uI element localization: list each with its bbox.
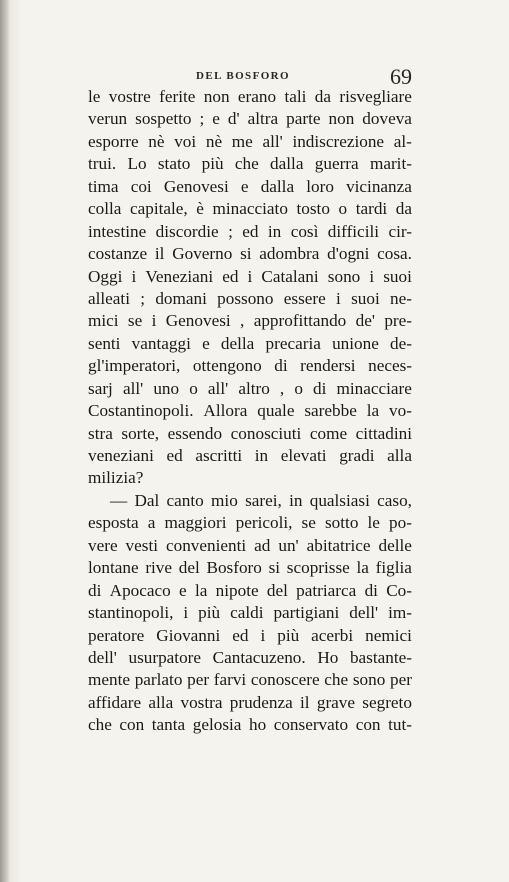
word: Cantacuzeno. [212, 647, 306, 667]
word: stantinopoli, [88, 603, 174, 623]
word: approfittando [253, 311, 347, 331]
word: parlato [134, 670, 183, 690]
word: suoi [383, 266, 412, 286]
word: maggiori [164, 513, 227, 533]
word: conosciuti [230, 423, 302, 443]
word: cir- [388, 221, 412, 241]
word: le [367, 513, 380, 533]
word: cittadini [355, 423, 412, 443]
word: la [194, 580, 208, 600]
word: sono [327, 266, 361, 286]
word: per [187, 670, 210, 690]
word: Lo [127, 154, 147, 174]
word: gl'imperatori, [88, 356, 181, 376]
word: Dal [134, 490, 160, 510]
word: conservato [273, 715, 349, 735]
word: tima [88, 176, 119, 196]
word: all' [207, 378, 229, 398]
word: tut- [388, 715, 412, 735]
word: de' [355, 311, 375, 331]
word: più [277, 625, 300, 645]
word: acerbi [311, 625, 354, 645]
word: nemici [365, 625, 412, 645]
word: tosto [296, 199, 330, 219]
text-line [88, 243, 412, 265]
word: la [366, 401, 380, 421]
word: i [247, 266, 253, 286]
word: che [324, 670, 349, 690]
word: neces- [368, 356, 412, 376]
word: ne- [390, 288, 412, 308]
word: scoprisse [286, 558, 350, 578]
word: e [212, 109, 220, 129]
word: grave [316, 692, 356, 712]
text-line [88, 153, 412, 175]
word: sarebbe [304, 401, 357, 421]
text-line [88, 625, 412, 647]
word: Genovesi [163, 176, 229, 196]
word: più [198, 603, 221, 623]
word: doveva [362, 109, 412, 129]
word: all' [122, 378, 144, 398]
word: altro [238, 378, 270, 398]
word: stra [88, 423, 113, 443]
word: Oggi [88, 266, 123, 286]
word: affidare [88, 692, 142, 712]
word: delle [378, 535, 412, 555]
text-line [88, 714, 412, 736]
word: vostra [180, 692, 223, 712]
word: di [88, 580, 102, 600]
word: loro [306, 176, 334, 196]
text-line [88, 669, 412, 691]
word: bastante- [349, 647, 412, 667]
word: a [147, 513, 156, 533]
word: , [279, 378, 285, 398]
word: del [178, 558, 200, 578]
text-line [88, 333, 412, 355]
word: sono [352, 670, 386, 690]
word: dell' [349, 603, 379, 623]
word: pre- [384, 311, 412, 331]
word: mente [88, 670, 130, 690]
word: e [202, 333, 210, 353]
text-line [88, 400, 412, 422]
word: risvegliare [339, 87, 412, 106]
word: pericoli, [235, 513, 293, 533]
word: convenienti [165, 535, 247, 555]
word: i [183, 603, 189, 623]
word: Apocaco [109, 580, 171, 600]
word: caldi [230, 603, 264, 623]
text-line [88, 310, 412, 332]
word: di [313, 378, 327, 398]
word: i [336, 288, 341, 308]
word: tanta [151, 715, 186, 735]
word: cosa. [377, 244, 412, 264]
word: colla [88, 199, 122, 219]
word: discordie [155, 221, 219, 241]
word: vantaggi [131, 333, 191, 353]
word: tardi [355, 199, 388, 219]
word: esporre [88, 131, 139, 151]
text-line [88, 557, 412, 579]
word: sospetto [135, 109, 192, 129]
word: intestine [88, 221, 147, 241]
word: figlia [375, 558, 412, 578]
word: sotto [324, 513, 359, 533]
word: , [240, 311, 245, 331]
word: essendo [167, 423, 223, 443]
word: uno [153, 378, 180, 398]
body-text [88, 86, 412, 737]
text-line [88, 423, 412, 445]
word: caso, [377, 490, 412, 510]
word: usurpatore [128, 647, 202, 667]
word: vicinanza [346, 176, 412, 196]
text-line [88, 512, 412, 534]
word: Giovanni [156, 625, 221, 645]
word: al- [393, 131, 412, 151]
word: im- [388, 603, 412, 623]
word: costanze [88, 244, 148, 264]
text-line [88, 535, 412, 557]
word: con [119, 715, 145, 735]
word: partigiani [273, 603, 340, 623]
word: conoscere [250, 670, 320, 690]
word: i [260, 625, 266, 645]
word: milizia? [88, 468, 144, 488]
word: gelosia [192, 715, 242, 735]
text-line [88, 176, 412, 198]
word: sorte, [121, 423, 160, 443]
word: non [328, 109, 355, 129]
word: più [201, 154, 224, 174]
word: segreto [362, 692, 412, 712]
word: se [127, 311, 143, 331]
text-line [88, 108, 412, 130]
word: ad [254, 535, 271, 555]
text-line [88, 378, 412, 400]
word: vesti [125, 535, 159, 555]
word: Bosforo [206, 558, 262, 578]
word: con [355, 715, 381, 735]
word: Co- [386, 580, 412, 600]
word: si [268, 558, 281, 578]
word: nè [205, 131, 223, 151]
word: peratore [88, 625, 145, 645]
word: parte [286, 109, 321, 129]
word: sarj [88, 378, 113, 398]
word: marit- [369, 154, 412, 174]
word: trui. [88, 154, 117, 174]
word: prudenza [229, 692, 293, 712]
word: veneziani [88, 446, 154, 465]
word: coi [130, 176, 152, 196]
word: il [154, 244, 165, 264]
word: quale [257, 401, 295, 421]
word: di [364, 580, 378, 600]
page-spine-shadow [0, 0, 10, 882]
word: Allora [203, 401, 248, 421]
word: e [179, 580, 187, 600]
word: domani [155, 288, 207, 308]
word: sarei, [245, 490, 282, 510]
word: vo- [389, 401, 412, 421]
text-line [88, 198, 412, 220]
word: ferite [159, 87, 196, 106]
word: difficili [327, 221, 380, 241]
word: non [203, 87, 230, 106]
word: dalla [260, 176, 295, 196]
word: altra [247, 109, 279, 129]
word: del [266, 580, 288, 600]
word: i [151, 311, 157, 331]
word: mici [88, 311, 119, 331]
word: rendersi [300, 356, 356, 376]
word: o [189, 378, 198, 398]
word: per [390, 670, 412, 690]
word: il [300, 692, 310, 712]
word: ottengono [192, 356, 262, 376]
word: come [309, 423, 348, 443]
word: nipote [215, 580, 259, 600]
word: verun [88, 109, 128, 129]
word: così [290, 221, 319, 241]
word: all' [262, 131, 283, 151]
word: senti [88, 333, 121, 353]
word: gradi [339, 446, 375, 465]
word: capitale, [129, 199, 188, 219]
word: mio [211, 490, 238, 510]
word: unione [332, 333, 379, 353]
word: guerra [314, 154, 359, 174]
word: esposta [88, 513, 139, 533]
word: Costantinopoli. [88, 401, 194, 421]
word: di [274, 356, 288, 376]
word: tali [284, 87, 307, 106]
word: in [289, 490, 303, 510]
text-line [88, 131, 412, 153]
word: è [196, 199, 204, 219]
word: rive [145, 558, 173, 578]
word: dell' [88, 647, 117, 667]
word: i [131, 266, 137, 286]
word: po- [389, 513, 412, 533]
word: da [314, 87, 331, 106]
word: erano [237, 87, 277, 106]
word: adombra [259, 244, 320, 264]
word: ed [242, 221, 259, 241]
text-line [88, 647, 412, 669]
word: elevati [280, 446, 327, 465]
word: vere [88, 535, 118, 555]
text-line [88, 445, 412, 467]
word: de- [390, 333, 412, 353]
word: si [240, 244, 252, 264]
word: da [395, 199, 412, 219]
word: la [356, 558, 369, 578]
word: indiscrezione [292, 131, 385, 151]
text-line [88, 221, 412, 243]
word: lontane [88, 558, 139, 578]
word: d' [227, 109, 240, 129]
word: voi [174, 131, 197, 151]
word: farvi [213, 670, 247, 690]
word: alla [387, 446, 412, 465]
word: ed [222, 266, 239, 286]
word: ; [199, 109, 205, 129]
word: suoi [351, 288, 380, 308]
word: Ho [317, 647, 339, 667]
text-line [88, 355, 412, 377]
word: Governo [172, 244, 233, 264]
word: alleati [88, 288, 130, 308]
word: in [254, 446, 269, 465]
word: d'ogni [327, 244, 370, 264]
word: che [234, 154, 259, 174]
text-line [88, 86, 412, 108]
word: canto [166, 490, 204, 510]
word: Catalani [261, 266, 319, 286]
word: possono [217, 288, 274, 308]
word: Genovesi [165, 311, 231, 331]
word: — [110, 490, 128, 510]
word: ; [140, 288, 146, 308]
text-line [88, 602, 412, 624]
word: dalla [270, 154, 304, 174]
word: vostre [108, 87, 151, 106]
text-line [88, 266, 412, 288]
text-line [88, 490, 412, 512]
text-line [88, 467, 412, 489]
word: e [240, 176, 249, 196]
word: ed [166, 446, 183, 465]
word: o [338, 199, 348, 219]
word: stato [157, 154, 191, 174]
text-line [88, 580, 412, 602]
word: le [88, 87, 101, 106]
word: precaria [265, 333, 321, 353]
word: un' [278, 535, 299, 555]
word: ascritti [195, 446, 243, 465]
word: che [88, 715, 112, 735]
word: qualsiasi [309, 490, 370, 510]
word: alla [148, 692, 174, 712]
word: abitatrice [306, 535, 371, 555]
word: essere [283, 288, 326, 308]
word: minacciare [336, 378, 412, 398]
page-number: 69 [390, 64, 412, 89]
word: ; [228, 221, 233, 241]
word: della [220, 333, 255, 353]
word: i [369, 266, 375, 286]
word: minacciato [212, 199, 288, 219]
word: ed [232, 625, 249, 645]
word: patriarca [296, 580, 357, 600]
word: o [294, 378, 303, 398]
text-line [88, 692, 412, 714]
word: me [231, 131, 253, 151]
word: se [301, 513, 316, 533]
running-title: DEL BOSFORO [196, 70, 290, 82]
word: ho [248, 715, 267, 735]
text-line [88, 288, 412, 310]
word: in [267, 221, 282, 241]
word: nè [148, 131, 165, 151]
word: Veneziani [145, 266, 214, 286]
